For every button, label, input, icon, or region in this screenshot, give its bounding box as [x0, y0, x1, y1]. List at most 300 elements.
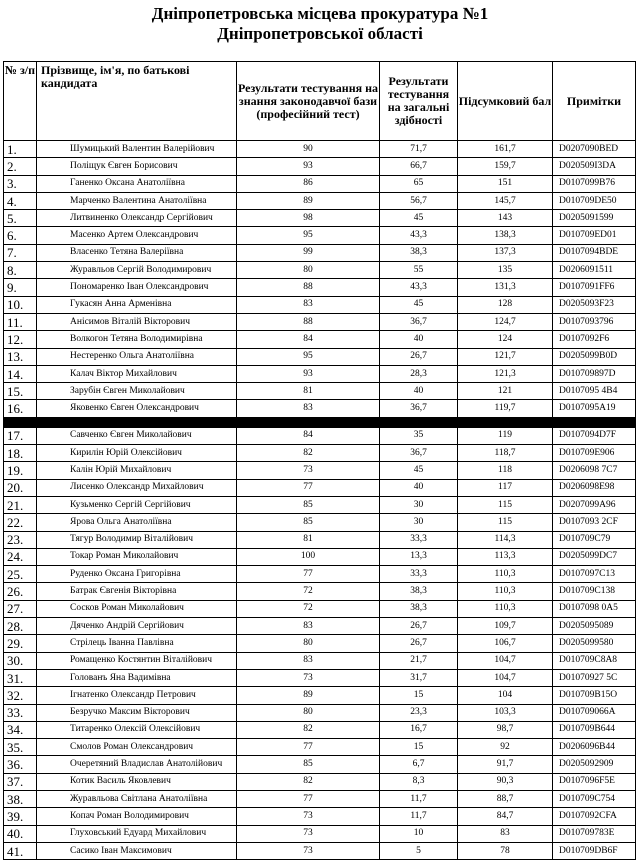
col-header-name: Прізвище, ім'я, по батькові кандидата [37, 62, 237, 141]
general-test-score: 28,3 [380, 365, 458, 382]
row-number: 32. [4, 687, 37, 704]
total-score: 118,7 [458, 445, 553, 462]
row-number: 5. [4, 210, 37, 227]
row-number: 35. [4, 739, 37, 756]
total-score: 151 [458, 175, 553, 192]
candidate-name: Безручко Максим Вікторович [37, 704, 237, 721]
row-number: 41. [4, 842, 37, 859]
note-code: D01070927 5C [553, 669, 636, 686]
table-row [4, 227, 636, 244]
candidate-name: Очеретяний Владислав Анатолійович [37, 756, 237, 773]
law-test-score: 73 [237, 842, 380, 859]
general-test-score: 36,7 [380, 400, 458, 417]
candidate-name: Шумицький Валентин Валерійович [37, 141, 237, 158]
law-test-score: 83 [237, 618, 380, 635]
total-score: 115 [458, 514, 553, 531]
candidate-name: Сосков Роман Миколайович [37, 600, 237, 617]
candidate-name: Нестеренко Ольга Анатоліївна [37, 348, 237, 365]
total-score: 114,3 [458, 531, 553, 548]
note-code: D0205091599 [553, 210, 636, 227]
total-score: 145,7 [458, 192, 553, 209]
candidate-name: Дяченко Андрій Сергійович [37, 618, 237, 635]
candidate-name: Котик Василь Яковлевич [37, 773, 237, 790]
general-test-score: 26,7 [380, 618, 458, 635]
general-test-score: 55 [380, 262, 458, 279]
col-header-law-test: Результати тестування на знання законодавчої бази (професійний тест) [237, 62, 380, 141]
total-score: 124 [458, 331, 553, 348]
row-number: 10. [4, 296, 37, 313]
note-code: D0205095089 [553, 618, 636, 635]
total-score: 124,7 [458, 313, 553, 330]
law-test-score: 72 [237, 600, 380, 617]
note-code: D0206096B44 [553, 739, 636, 756]
general-test-score: 40 [380, 331, 458, 348]
table-row [4, 331, 636, 348]
total-score: 91,7 [458, 756, 553, 773]
row-number: 23. [4, 531, 37, 548]
general-test-score: 21,7 [380, 652, 458, 669]
law-test-score: 80 [237, 262, 380, 279]
law-test-score: 98 [237, 210, 380, 227]
note-code: D010709C8A8 [553, 652, 636, 669]
total-score: 104,7 [458, 652, 553, 669]
general-test-score: 30 [380, 514, 458, 531]
law-test-score: 88 [237, 279, 380, 296]
table-row [4, 479, 636, 496]
law-test-score: 77 [237, 479, 380, 496]
candidate-name: Журавльов Сергій Володимирович [37, 262, 237, 279]
law-test-score: 90 [237, 141, 380, 158]
row-number: 16. [4, 400, 37, 417]
law-test-score: 93 [237, 158, 380, 175]
table-body-top [4, 141, 636, 418]
general-test-score: 8,3 [380, 773, 458, 790]
general-test-score: 15 [380, 739, 458, 756]
row-number: 34. [4, 721, 37, 738]
table-row [4, 583, 636, 600]
note-code: D0107095 4B4 [553, 383, 636, 400]
candidate-name: Батрак Євгенія Вікторівна [37, 583, 237, 600]
law-test-score: 95 [237, 227, 380, 244]
general-test-score: 13,3 [380, 548, 458, 565]
candidate-name: Гукасян Анна Арменівна [37, 296, 237, 313]
table-row [4, 514, 636, 531]
general-test-score: 38,3 [380, 244, 458, 261]
row-number: 15. [4, 383, 37, 400]
table-row [4, 842, 636, 859]
col-header-number: № з/п [4, 62, 37, 141]
candidate-name: Анісимов Віталій Вікторович [37, 313, 237, 330]
row-number: 22. [4, 514, 37, 531]
law-test-score: 73 [237, 462, 380, 479]
candidate-name: Ромащенко Костянтин Віталійович [37, 652, 237, 669]
row-number: 13. [4, 348, 37, 365]
table-row [4, 313, 636, 330]
candidate-name: Ігнатенко Олександр Петрович [37, 687, 237, 704]
row-number: 9. [4, 279, 37, 296]
note-code: D0207099A96 [553, 496, 636, 513]
candidate-name: Литвиненко Олександр Сергійович [37, 210, 237, 227]
note-code: D0206098 7C7 [553, 462, 636, 479]
total-score: 109,7 [458, 618, 553, 635]
row-number: 40. [4, 825, 37, 842]
table-row [4, 600, 636, 617]
candidate-name: Лисенко Олександр Михайлович [37, 479, 237, 496]
law-test-score: 95 [237, 348, 380, 365]
note-code: D0206098E98 [553, 479, 636, 496]
law-test-score: 77 [237, 739, 380, 756]
table-row [4, 365, 636, 382]
total-score: 110,3 [458, 600, 553, 617]
row-number: 25. [4, 566, 37, 583]
table-row [4, 279, 636, 296]
total-score: 161,7 [458, 141, 553, 158]
general-test-score: 11,7 [380, 790, 458, 807]
candidate-name: Кузьменко Сергій Сергійович [37, 496, 237, 513]
law-test-score: 99 [237, 244, 380, 261]
general-test-score: 38,3 [380, 583, 458, 600]
table-row [4, 210, 636, 227]
total-score: 117 [458, 479, 553, 496]
note-code: D0107097C13 [553, 566, 636, 583]
note-code: D0107096F5E [553, 773, 636, 790]
law-test-score: 100 [237, 548, 380, 565]
general-test-score: 16,7 [380, 721, 458, 738]
law-test-score: 93 [237, 365, 380, 382]
total-score: 121,7 [458, 348, 553, 365]
candidate-name: Савченко Євген Миколайович [37, 427, 237, 444]
law-test-score: 89 [237, 192, 380, 209]
general-test-score: 26,7 [380, 348, 458, 365]
general-test-score: 33,3 [380, 566, 458, 583]
row-number: 28. [4, 618, 37, 635]
table-row [4, 721, 636, 738]
total-score: 131,3 [458, 279, 553, 296]
total-score: 106,7 [458, 635, 553, 652]
total-score: 104,7 [458, 669, 553, 686]
divider-row [4, 417, 636, 427]
law-test-score: 73 [237, 808, 380, 825]
note-code: D0107094D7F [553, 427, 636, 444]
row-number: 20. [4, 479, 37, 496]
law-test-score: 77 [237, 566, 380, 583]
law-test-score: 82 [237, 445, 380, 462]
total-score: 118 [458, 462, 553, 479]
row-number: 33. [4, 704, 37, 721]
row-number: 7. [4, 244, 37, 261]
table-row [4, 141, 636, 158]
row-number: 1. [4, 141, 37, 158]
note-code: D010709066A [553, 704, 636, 721]
table-row [4, 496, 636, 513]
note-code: D010709C754 [553, 790, 636, 807]
table-header-row [4, 62, 636, 141]
results-table [3, 61, 636, 860]
table-row [4, 348, 636, 365]
candidate-name: Поліщук Євген Борисович [37, 158, 237, 175]
row-number: 3. [4, 175, 37, 192]
total-score: 138,3 [458, 227, 553, 244]
law-test-score: 83 [237, 400, 380, 417]
general-test-score: 31,7 [380, 669, 458, 686]
total-score: 159,7 [458, 158, 553, 175]
note-code: D0107093796 [553, 313, 636, 330]
row-number: 6. [4, 227, 37, 244]
total-score: 119 [458, 427, 553, 444]
candidate-name: Смолов Роман Олександрович [37, 739, 237, 756]
law-test-score: 81 [237, 531, 380, 548]
note-code: D010709C79 [553, 531, 636, 548]
candidate-name: Журавльова Світлана Анатоліївна [37, 790, 237, 807]
row-number: 31. [4, 669, 37, 686]
note-code: D010709ED01 [553, 227, 636, 244]
candidate-name: Токар Роман Миколайович [37, 548, 237, 565]
table-row [4, 618, 636, 635]
law-test-score: 82 [237, 773, 380, 790]
note-code: D010709783E [553, 825, 636, 842]
candidate-name: Калач Віктор Михайлович [37, 365, 237, 382]
total-score: 88,7 [458, 790, 553, 807]
note-code: D010709DB6F [553, 842, 636, 859]
total-score: 135 [458, 262, 553, 279]
total-score: 113,3 [458, 548, 553, 565]
candidate-name: Копач Роман Володимирович [37, 808, 237, 825]
note-code: D010709897D [553, 365, 636, 382]
general-test-score: 40 [380, 479, 458, 496]
general-test-score: 33,3 [380, 531, 458, 548]
total-score: 83 [458, 825, 553, 842]
general-test-score: 35 [380, 427, 458, 444]
table-row [4, 462, 636, 479]
general-test-score: 11,7 [380, 808, 458, 825]
candidate-name: Власенко Тетяна Валеріївна [37, 244, 237, 261]
row-number: 19. [4, 462, 37, 479]
table-row [4, 262, 636, 279]
law-test-score: 81 [237, 383, 380, 400]
candidate-name: Калін Юрій Михайлович [37, 462, 237, 479]
total-score: 143 [458, 210, 553, 227]
total-score: 115 [458, 496, 553, 513]
col-header-total: Підсумковий бал [458, 62, 553, 141]
law-test-score: 85 [237, 514, 380, 531]
row-number: 11. [4, 313, 37, 330]
law-test-score: 83 [237, 296, 380, 313]
note-code: D0205092909 [553, 756, 636, 773]
law-test-score: 72 [237, 583, 380, 600]
row-number: 26. [4, 583, 37, 600]
law-test-score: 83 [237, 652, 380, 669]
document-title: Дніпропетровська місцева прокуратура №1 [151, 4, 489, 23]
total-score: 119,7 [458, 400, 553, 417]
table-row [4, 756, 636, 773]
row-number: 39. [4, 808, 37, 825]
table-row [4, 531, 636, 548]
general-test-score: 40 [380, 383, 458, 400]
note-code: D0107094BDE [553, 244, 636, 261]
law-test-score: 73 [237, 669, 380, 686]
table-row [4, 739, 636, 756]
note-code: D010709E906 [553, 445, 636, 462]
candidate-name: Зарубін Євген Миколайович [37, 383, 237, 400]
law-test-score: 88 [237, 313, 380, 330]
col-header-notes: Примітки [553, 62, 636, 141]
total-score: 128 [458, 296, 553, 313]
row-number: 27. [4, 600, 37, 617]
note-code: D010709C138 [553, 583, 636, 600]
note-code: D0207090BED [553, 141, 636, 158]
general-test-score: 30 [380, 496, 458, 513]
candidate-name: Ярова Ольга Анатоліївна [37, 514, 237, 531]
candidate-name: Тягур Володимир Віталійович [37, 531, 237, 548]
candidate-name: Яковенко Євген Олександрович [37, 400, 237, 417]
row-number: 18. [4, 445, 37, 462]
candidate-name: Сасико Іван Максимович [37, 842, 237, 859]
row-number: 38. [4, 790, 37, 807]
note-code: D0205099DC7 [553, 548, 636, 565]
row-number: 17. [4, 427, 37, 444]
law-test-score: 85 [237, 756, 380, 773]
table-row [4, 192, 636, 209]
table-row [4, 808, 636, 825]
table-row [4, 635, 636, 652]
table-row [4, 383, 636, 400]
candidate-name: Стрілець Іванна Павлівна [37, 635, 237, 652]
document-subtitle: Дніпропетровської області [217, 24, 423, 43]
note-code: D010709B15O [553, 687, 636, 704]
candidate-name: Кирилін Юрій Олексійович [37, 445, 237, 462]
note-code: D010709B644 [553, 721, 636, 738]
general-test-score: 56,7 [380, 192, 458, 209]
table-row [4, 548, 636, 565]
row-number: 36. [4, 756, 37, 773]
candidate-name: Масенко Артем Олександрович [37, 227, 237, 244]
general-test-score: 26,7 [380, 635, 458, 652]
candidate-name: Титаренко Олексій Олексійович [37, 721, 237, 738]
total-score: 110,3 [458, 566, 553, 583]
law-test-score: 80 [237, 635, 380, 652]
row-number: 12. [4, 331, 37, 348]
general-test-score: 45 [380, 210, 458, 227]
general-test-score: 5 [380, 842, 458, 859]
total-score: 110,3 [458, 583, 553, 600]
law-test-score: 80 [237, 704, 380, 721]
general-test-score: 65 [380, 175, 458, 192]
table-row [4, 790, 636, 807]
general-test-score: 38,3 [380, 600, 458, 617]
table-row [4, 158, 636, 175]
note-code: D0107099B76 [553, 175, 636, 192]
table-row [4, 773, 636, 790]
general-test-score: 10 [380, 825, 458, 842]
row-number: 29. [4, 635, 37, 652]
table-row [4, 566, 636, 583]
note-code: D0107098 0A5 [553, 600, 636, 617]
candidate-name: Голованъ Яна Вадимівна [37, 669, 237, 686]
table-row [4, 669, 636, 686]
col-header-general-test: Результати тестування на загальні здібності [380, 62, 458, 141]
total-score: 103,3 [458, 704, 553, 721]
candidate-name: Ганенко Оксана Анатоліївна [37, 175, 237, 192]
total-score: 84,7 [458, 808, 553, 825]
table-body-bottom [4, 427, 636, 859]
candidate-name: Марченко Валентина Анатоліївна [37, 192, 237, 209]
candidate-name: Пономаренко Іван Олександрович [37, 279, 237, 296]
law-test-score: 77 [237, 790, 380, 807]
row-number: 2. [4, 158, 37, 175]
law-test-score: 73 [237, 825, 380, 842]
row-number: 14. [4, 365, 37, 382]
total-score: 98,7 [458, 721, 553, 738]
general-test-score: 6,7 [380, 756, 458, 773]
table-row [4, 445, 636, 462]
table-row [4, 825, 636, 842]
row-number: 37. [4, 773, 37, 790]
law-test-score: 86 [237, 175, 380, 192]
table-row [4, 687, 636, 704]
table-row [4, 427, 636, 444]
law-test-score: 89 [237, 687, 380, 704]
general-test-score: 36,7 [380, 445, 458, 462]
law-test-score: 85 [237, 496, 380, 513]
table-row [4, 175, 636, 192]
table-row [4, 652, 636, 669]
row-number: 8. [4, 262, 37, 279]
total-score: 137,3 [458, 244, 553, 261]
note-code: D010709DE50 [553, 192, 636, 209]
note-code: D020509I3DA [553, 158, 636, 175]
general-test-score: 15 [380, 687, 458, 704]
general-test-score: 45 [380, 296, 458, 313]
law-test-score: 84 [237, 427, 380, 444]
note-code: D0107092CFA [553, 808, 636, 825]
table-row [4, 400, 636, 417]
row-number: 21. [4, 496, 37, 513]
total-score: 121 [458, 383, 553, 400]
candidate-name: Руденко Оксана Григорівна [37, 566, 237, 583]
general-test-score: 43,3 [380, 227, 458, 244]
table-row [4, 704, 636, 721]
table-divider [4, 417, 636, 427]
table-row [4, 244, 636, 261]
law-test-score: 82 [237, 721, 380, 738]
general-test-score: 23,3 [380, 704, 458, 721]
total-score: 78 [458, 842, 553, 859]
general-test-score: 71,7 [380, 141, 458, 158]
note-code: D0107093 2CF [553, 514, 636, 531]
note-code: D0107092F6 [553, 331, 636, 348]
general-test-score: 43,3 [380, 279, 458, 296]
note-code: D0206091511 [553, 262, 636, 279]
row-number: 4. [4, 192, 37, 209]
general-test-score: 45 [380, 462, 458, 479]
general-test-score: 66,7 [380, 158, 458, 175]
candidate-name: Глуховський Едуард Михайлович [37, 825, 237, 842]
candidate-name: Волкогон Тетяна Володимирівна [37, 331, 237, 348]
total-score: 92 [458, 739, 553, 756]
divider-cell [4, 417, 636, 427]
total-score: 104 [458, 687, 553, 704]
note-code: D0205093F23 [553, 296, 636, 313]
row-number: 24. [4, 548, 37, 565]
total-score: 90,3 [458, 773, 553, 790]
law-test-score: 84 [237, 331, 380, 348]
total-score: 121,3 [458, 365, 553, 382]
note-code: D0205099580 [553, 635, 636, 652]
note-code: D0107091FF6 [553, 279, 636, 296]
row-number: 30. [4, 652, 37, 669]
general-test-score: 36,7 [380, 313, 458, 330]
note-code: D0205099B0D [553, 348, 636, 365]
